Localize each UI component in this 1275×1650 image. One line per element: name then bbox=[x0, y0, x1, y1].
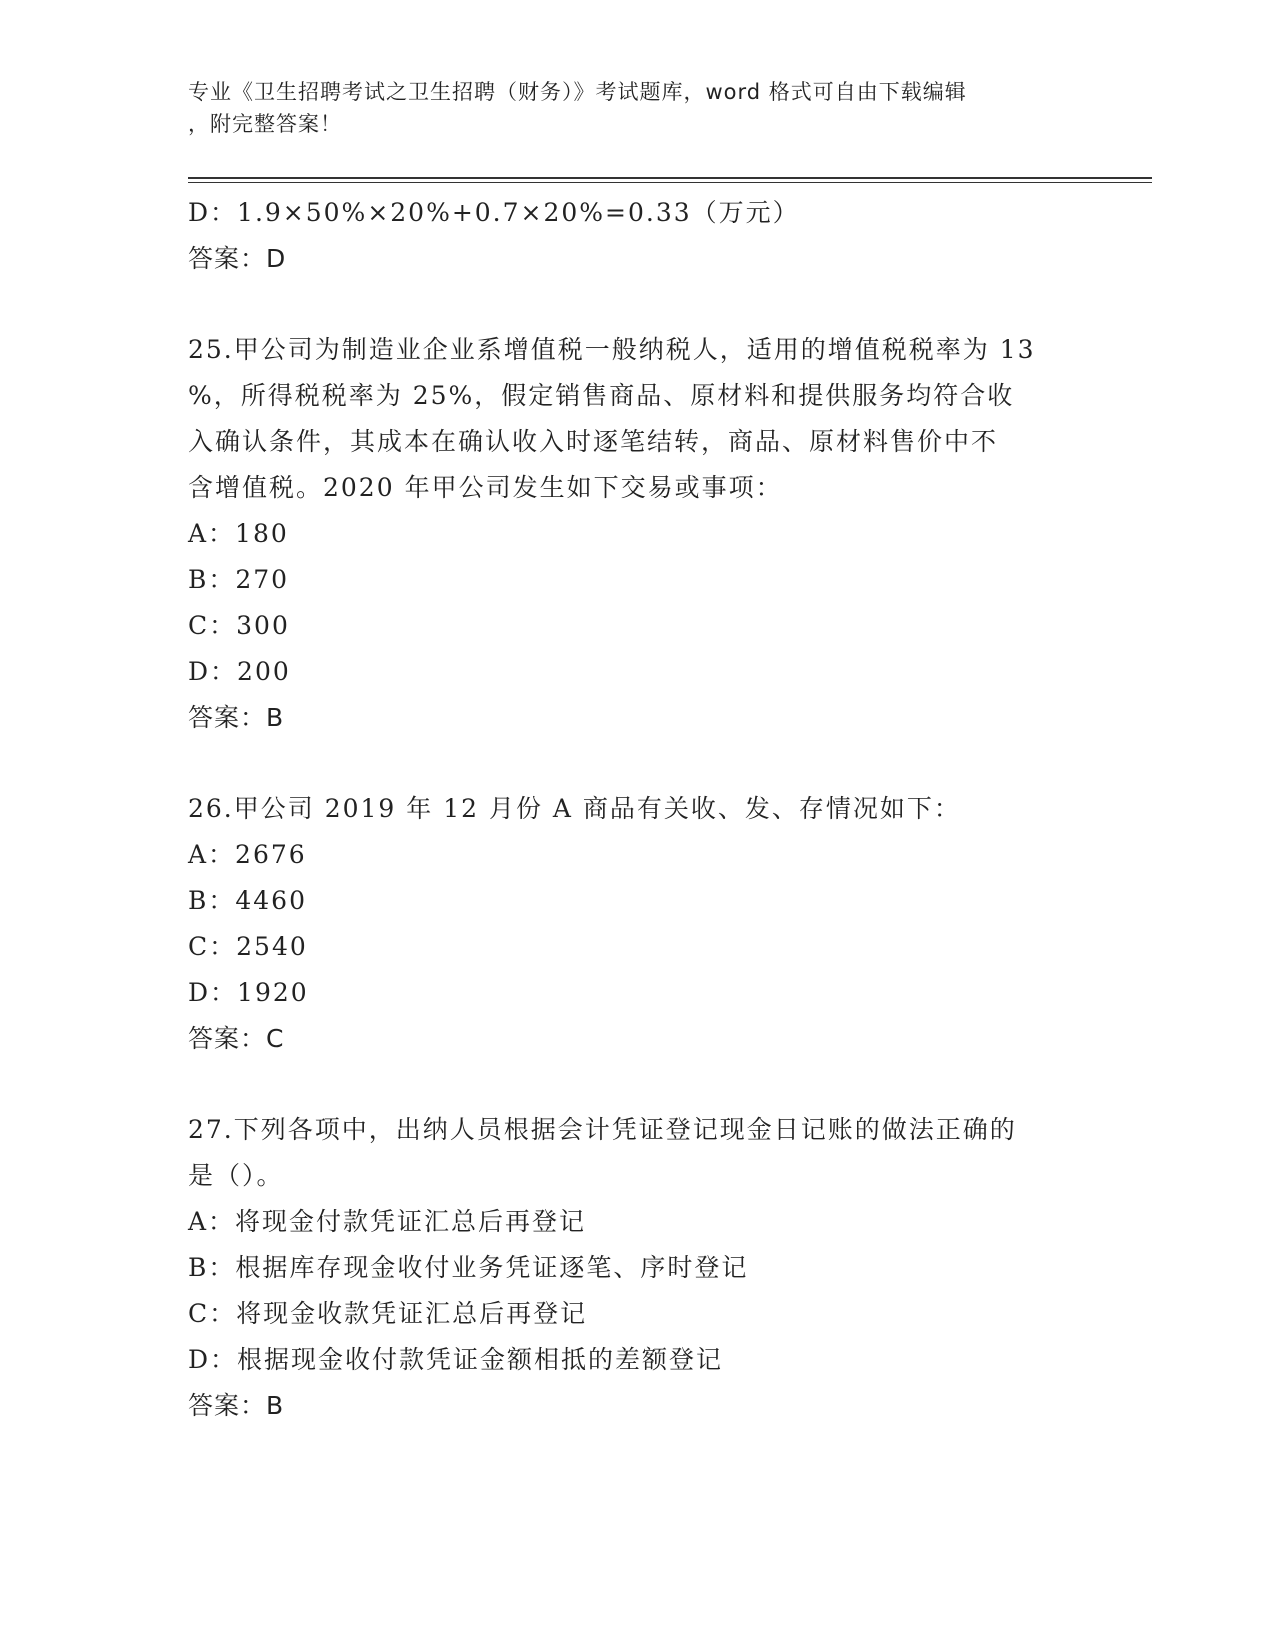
question-text-line: 含增值税。2020 年甲公司发生如下交易或事项： bbox=[188, 473, 783, 502]
option-b: B：根据库存现金收付业务凭证逐笔、序时登记 bbox=[188, 1253, 749, 1282]
option-b: B：4460 bbox=[188, 886, 307, 915]
option-a: A：将现金付款凭证汇总后再登记 bbox=[188, 1207, 587, 1236]
document-body bbox=[188, 190, 1088, 1429]
page-header bbox=[188, 76, 1088, 140]
header-divider-top bbox=[188, 177, 1152, 179]
question-text-line: 入确认条件，其成本在确认收入时逐笔结转，商品、原材料售价中不 bbox=[188, 427, 999, 456]
question-text-line: %，所得税税率为 25%，假定销售商品、原材料和提供服务均符合收 bbox=[188, 381, 1015, 410]
option-d: D：根据现金收付款凭证金额相抵的差额登记 bbox=[188, 1345, 724, 1374]
option-c: C：2540 bbox=[188, 932, 308, 961]
answer-line: 答案：B bbox=[188, 1391, 285, 1420]
option-c: C：将现金收款凭证汇总后再登记 bbox=[188, 1299, 588, 1328]
answer-line: 答案：B bbox=[188, 703, 285, 732]
option-c: C：300 bbox=[188, 611, 290, 640]
option-b: B：270 bbox=[188, 565, 290, 594]
question-text-line: 27.下列各项中，出纳人员根据会计凭证登记现金日记账的做法正确的 bbox=[188, 1115, 1017, 1144]
question-text-line: 26.甲公司 2019 年 12 月份 A 商品有关收、发、存情况如下： bbox=[188, 794, 961, 823]
header-divider-bottom bbox=[188, 182, 1152, 183]
header-line-2: ，附完整答案！ bbox=[188, 112, 342, 136]
question-text-line: 是（）。 bbox=[188, 1161, 284, 1190]
previous-question-tail bbox=[188, 190, 1088, 282]
answer-line: 答案：D bbox=[188, 244, 287, 273]
answer-line: 答案：C bbox=[188, 1024, 285, 1053]
option-a: A：2676 bbox=[188, 840, 307, 869]
option-a: A：180 bbox=[188, 519, 289, 548]
header-line-1: 专业《卫生招聘考试之卫生招聘（财务）》考试题库，word 格式可自由下载编辑 bbox=[188, 80, 967, 104]
question-text-line: 25.甲公司为制造业企业系增值税一般纳税人，适用的增值税税率为 13 bbox=[188, 335, 1036, 364]
question-25 bbox=[188, 327, 1088, 741]
question-27 bbox=[188, 1107, 1088, 1429]
option-d: D：1920 bbox=[188, 978, 309, 1007]
question-26 bbox=[188, 786, 1088, 1062]
option-d: D：200 bbox=[188, 657, 291, 686]
option-d: D：1.9×50%×20%+0.7×20%=0.33（万元） bbox=[188, 198, 800, 227]
